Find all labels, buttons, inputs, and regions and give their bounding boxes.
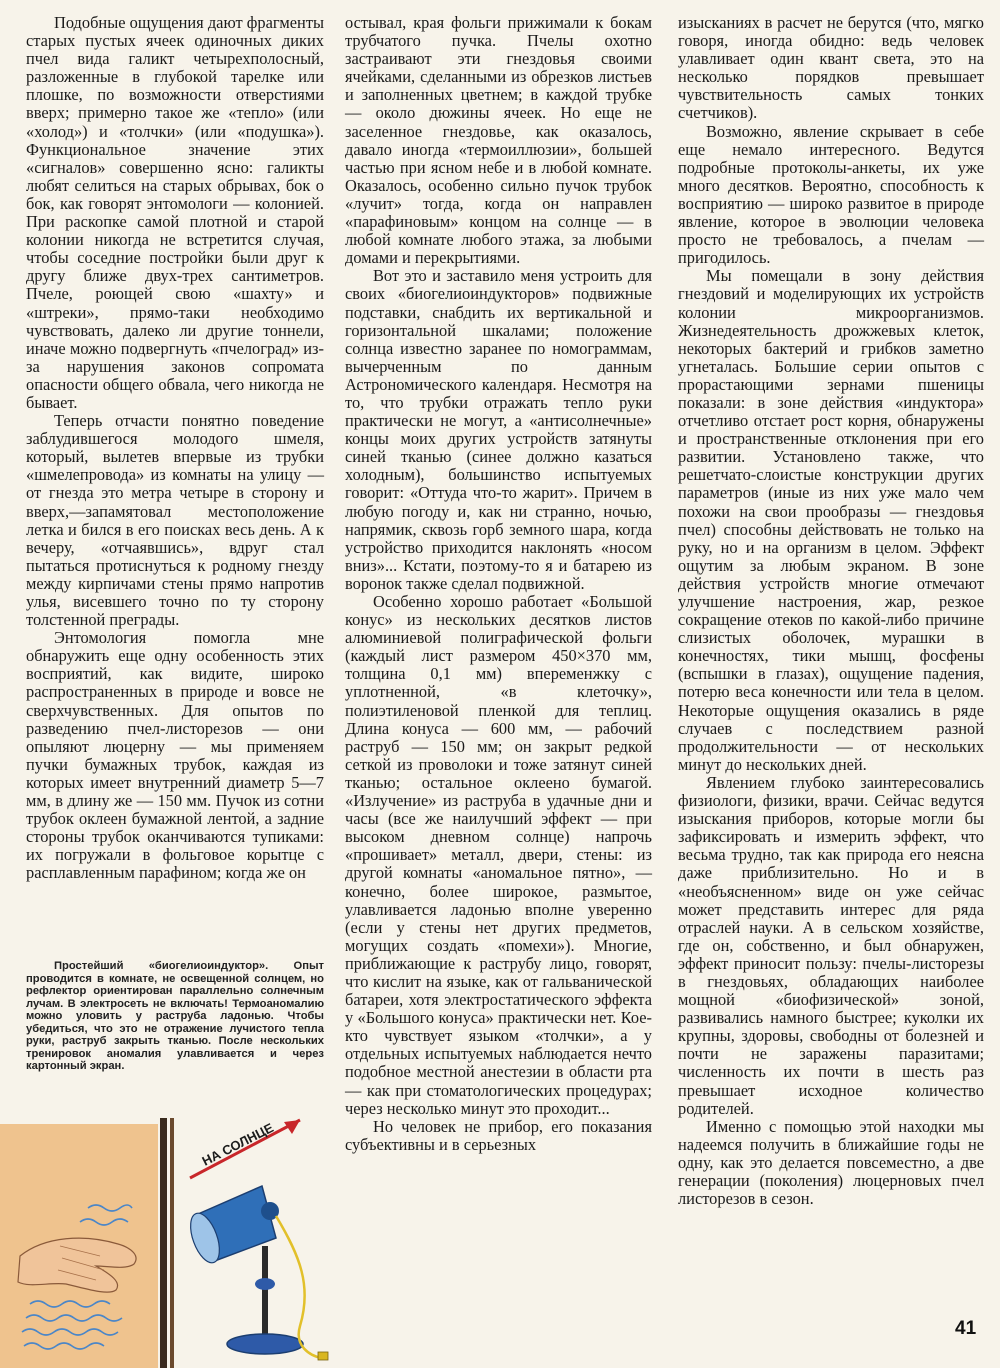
paragraph: Именно с помощью этой находки мы надеемся получить в ближайшие годы не одну, как это делается повсеместно, а две генерации (поколения) люцерновых пчел листорезов в сезон. [678, 1116, 984, 1209]
paragraph: Энтомология помогла мне обнаружить еще одну особенность этих восприятий, как видите, широко распространенных в природе и вовсе не сверхчувственных. Для опытов по разведению пчел-листорезов — они опыляют люцерну — мы применяем пучки бумажных трубок, каждая из которых имеет внутренний диаметр 5—7 мм, в длину же — 150 мм. Пучок из сотни трубок оклеен бумажной лентой, а задние стороны трубок оканчиваются тупиками: их погружали в фольговое корытце с расплавленным парафином; когда же он [26, 628, 324, 883]
paragraph: Особенно хорошо работает «Большой конус» из нескольких десятков листов алюминиевой полиграфической фольги (каждый лист размером 450×370 мм, толщина 0,1 мм) впеременжку с уплотненной, «в клеточку», полиэтиленовой пленкой для теплиц. Длина конуса — 600 мм, — рабочий раструб — 150 мм; он закрыт редкой сеткой из проволоки и тоже затянут синей тканью; остальное оклеено бумагой. «Излучение» из раструба в удачные дни и часы (все же наилучший эффект — при высоком дневном солнце) напрочь «прошивает» металл, двери, стены: из другой комнаты «аномальное пятно», — конечно, более широкое, размытое, улавливается ладонью вполне уверенно (если у стены нет других предметов, могущих создать «помехи»). Многие, приближающие к раструбу лицо, говорят, что кислит на языке, как от гальванической батареи, хотя электростатического эффекта у «Большого конуса» практически нет. Кое-кто чувствует языком «толчки», а у отдельных испытуемых наблюдается нечто подобное местной анестезии в области рта — как при стоматологических процедурах; через несколько минут это проходит... [345, 592, 652, 1118]
paragraph: Но человек не прибор, его показания субъективны и в серьезных [345, 1116, 652, 1154]
paragraph: Теперь отчасти понятно поведение заблудившегося молодого шмеля, который, вылетев впервые из трубки «шмелепровода» из комнаты на улицу — от гнезда это метра четыре в сторону и вверх,—запамятовал местоположение летка и бился в его поисках весь день. А к вечеру, «отчаявшись», вдруг стал пытаться протиснуться к родному гнезду между кирпичами стены прямо напротив улья, висевшего точно по ту сторону толстенной преграды. [26, 411, 324, 630]
arrow-label: НА СОЛНЦЕ [199, 1119, 276, 1169]
screen-edge [160, 1118, 167, 1368]
paragraph: Мы помещали в зону действия гнездовий и моделирующих их устройств колонии микроорганизмов. Жизнедеятельность дрожжевых клеток, некоторых бактерий и грибков заметно угнеталась. Большие серии опытов с прорастающими зернами пшеницы показали: в зоне действия «индуктора» отчетливо отстает рост корня, обнаружены и пространственные отклонения при его развитии. Установлено также, что решетчато-слоистые конструкции других параметров (иные из них уже мало чем похожи на свои прообразы — гнездовья пчел) способны действовать не только на руку, но и на организм в целом. Эффект ощутим за любым экраном. В зоне действия устройств многие отмечают улучшение настроения, жар, резкое сокращение отеков по какой-либо причине слизистых оболочек, мурашки в конечностях, тики мышц, фосфены (вспышки в глазах), ощущение падения, потерю веса конечности или тела в целом. Некоторые ощущения оказались в ряде случаев с последствием разной продолжительности — от нескольких минут до нескольких дней. [678, 266, 984, 774]
paragraph: Возможно, явление скрывает в себе еще немало интересного. Ведутся подробные протоколы-анкеты, их уже много десятков. Вероятно, способность к восприятию — широко развитое в природе явление, которое в эволюции человека просто не требовалось, а пчелам — пригодилось. [678, 121, 984, 268]
bio-helio-inductor-illustration [0, 1106, 330, 1368]
text-column-3 [678, 14, 984, 1208]
plug [318, 1352, 328, 1360]
text-column-2 [345, 14, 652, 1154]
paragraph: Явлением глубоко заинтересовались физиологи, физики, врачи. Сейчас ведутся изыскания приборов, которые могли бы зафиксировать и измерить эффект, что весьма трудно, так как природа его неясна даже приблизительно. Но и в «необъясненном» виде он уже сейчас может представить интерес для ряда отраслей науки. А в сельском хозяйстве, где он, собственно, и был обнаружен, эффект приносит пользу: пчелы-листорезы в гнездовьях, обладающих наиболее мощной «биофизической» зоной, развивались намного быстрее; куколки их крупны, здоровы, свободны от болезней и почти не заражены паразитами; численность их почти в шесть раз превышает исходное количество родителей. [678, 772, 984, 1118]
sun-direction-arrow [190, 1120, 300, 1178]
lamp-stand [262, 1246, 268, 1338]
paragraph: остывал, края фольги прижимали к бокам трубчатого пучка. Пчелы охотно застраивают эти гнездовья своими ячейками, сделанными из обрезков листьев и заполненных цветнем; в каждой трубке — около дюжины ячеек. Но еще не заселенное гнездовье, как оказалось, давало иногда «термоиллюзии», большей частью при ясном небе и в любой комнате. Оказалось, особенно сильно пучок трубок «лучит» тогда, когда он направлен «парафиновым» концом на солнце — в любой комнате любого этажа, за любыми домами и перекрытиями. [345, 13, 652, 268]
screen-edge-inner [170, 1118, 174, 1368]
paragraph: Вот это и заставило меня устроить для своих «биогелиоиндукторов» подвижные подставки, снабдить их вертикальной и горизонтальной шкалами; положение солнца известно заранее по номограммам, вычерченным по данным Астрономического календаря. Несмотря на то, что трубки отражать тепло руки практически не могут, а «антисолнечные» концы моих других устройств затянуты синей тканью (синее должно казаться холодным), большинство испытуемых говорит: «Оттуда что-то жарит». Причем в любую погоду и, как ни странно, ночью, напрямик, сквозь горб земного шара, когда устройство приходится наклонять «носом вниз»... Кстати, поэтому-то я и батарею из воронок также сделал подвижной. [345, 266, 652, 593]
caption-text: Простейший «биогелиоиндуктор». Опыт проводится в комнате, не освещенной солнцем, но рефлектор ориентирован параллельно солнечным лучам. В электросеть не включать! Термоаномалию можно уловить у раструба ладонью. Чтобы убедиться, что это не отражение лучистого тепла руки, раструб закрыть тканью. После нескольких тренировок аномалия улавливается и через картонный экран. [26, 960, 324, 1072]
lamp-base [227, 1334, 303, 1354]
text-column-1 [26, 14, 324, 883]
paragraph: Подобные ощущения дают фрагменты старых пустых ячеек одиночных диких пчел вида галикт четырехполосный, разложенные в глубокой тарелке или плошке, по возможности отверстиями вверх; примерно такое же «тепло» (или «холод») и «толчки» (или «подушка»). Функциональное значение этих «сигналов» совершенно ясно: галикты любят селиться на старых обрывах, бок о бок, как говорят энтомологи — колонией. При раскопке самой плотной и старой колонии никогда не встретится случая, чтобы соседние постройки были друг к другу ближе двух-трех сантиметров. Пчеле, роющей свою «шахту» и «штреки», прямо-таки необходимо чувствовать, далеко ли другие тоннели, иначе можно подвергнуть «пчелоград» из-за нарушения законов сопромата опасности общего обвала, чего никогда не бывает. [26, 13, 324, 412]
figure-caption [26, 960, 324, 1073]
paragraph: изысканиях в расчет не берутся (что, мягко говоря, иногда обидно: ведь человек улавливает один квант света, это на несколько порядков превышает чувствительность самых тонких счетчиков). [678, 13, 984, 123]
page-number: 41 [955, 1318, 977, 1339]
stand-clamp [255, 1278, 275, 1290]
